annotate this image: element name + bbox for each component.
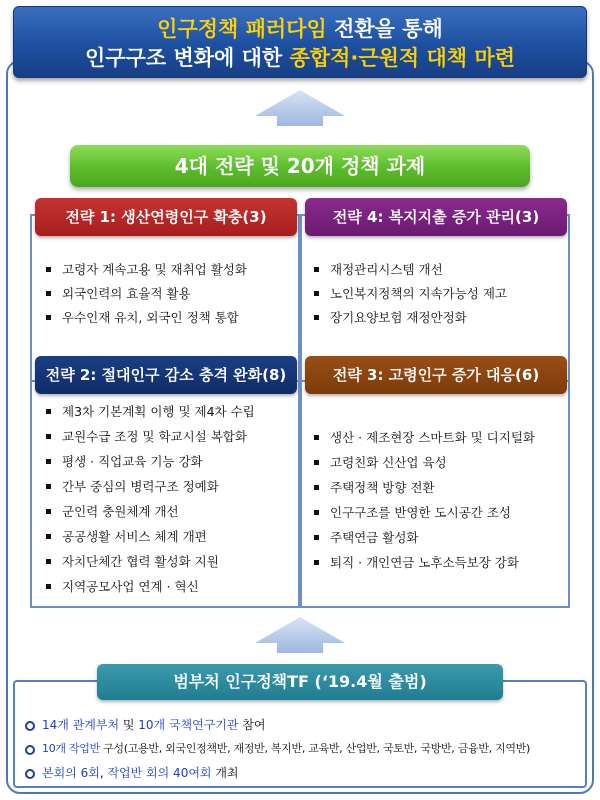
list-item: 고령친화 신산업 육성 [312,450,535,475]
list-item: 고령자 계속고용 및 재취업 활성화 [44,258,247,282]
list-item: 외국인력의 효율적 활용 [44,282,247,306]
list-item: 인구구조를 반영한 도시공간 조성 [312,500,535,525]
list-item: 장기요양보험 재정안정화 [312,306,507,330]
banner-line-2: 인구구조 변화에 대한 종합적·근원적 대책 마련 [85,46,515,70]
strategy-4-list [312,258,507,330]
up-arrow-icon [255,90,345,126]
list-item: 주택정책 방향 전환 [312,475,535,500]
list-item: 공공생활 서비스 체계 개편 [44,524,255,549]
list-item: 재정관리시스템 개선 [312,258,507,282]
up-arrow-icon [255,617,345,653]
list-item: 간부 중심의 병력구조 정예화 [44,474,255,499]
list-item: 우수인재 유치, 외국인 정책 통합 [44,306,247,330]
strategy-2-list [44,399,255,599]
overview-title: 4대 전략 및 20개 정책 과제 [70,145,530,187]
tf-item: 본회의 6회, 작업반 회의 40여회 개최 [22,761,530,785]
strategy-2-title: 전략 2: 절대인구 감소 충격 완화(8) [35,356,297,394]
list-item: 교원수급 조정 및 학교시설 복합화 [44,424,255,449]
list-item: 주택연금 활성화 [312,525,535,550]
strategy-1-title: 전략 1: 생산연령인구 확충(3) [35,198,297,236]
strategy-3-title: 전략 3: 고령인구 증가 대응(6) [305,356,567,394]
list-item: 군인력 충원체계 개선 [44,499,255,524]
list-item: 노인복지정책의 지속가능성 제고 [312,282,507,306]
list-item: 제3차 기본계획 이행 및 제4차 수립 [44,399,255,424]
strategy-3-list [312,425,535,575]
tf-list [22,713,530,785]
tf-item: 14개 관계부처 및 10개 국책연구기관 참여 [22,713,530,737]
banner-line-1: 인구정책 패러다임 전환을 통해 [157,17,443,41]
list-item: 자치단체간 협력 활성화 지원 [44,549,255,574]
list-item: 생산 · 제조현장 스마트화 및 디지털화 [312,425,535,450]
tf-item: 10개 작업반 구성(고용반, 외국인정책반, 재정반, 복지반, 교육반, 산업반, 국토반, 국방반, 금융반, 지역반) [22,737,530,761]
list-item: 지역공모사업 연계 · 혁신 [44,574,255,599]
list-item: 평생 · 직업교육 기능 강화 [44,449,255,474]
strategy-1-list [44,258,247,330]
strategy-4-title: 전략 4: 복지지출 증가 관리(3) [305,198,567,236]
list-item: 퇴직 · 개인연금 노후소득보장 강화 [312,550,535,575]
tf-title: 범부처 인구정책TF (‘19.4월 출범) [97,664,503,700]
top-banner [13,6,587,78]
